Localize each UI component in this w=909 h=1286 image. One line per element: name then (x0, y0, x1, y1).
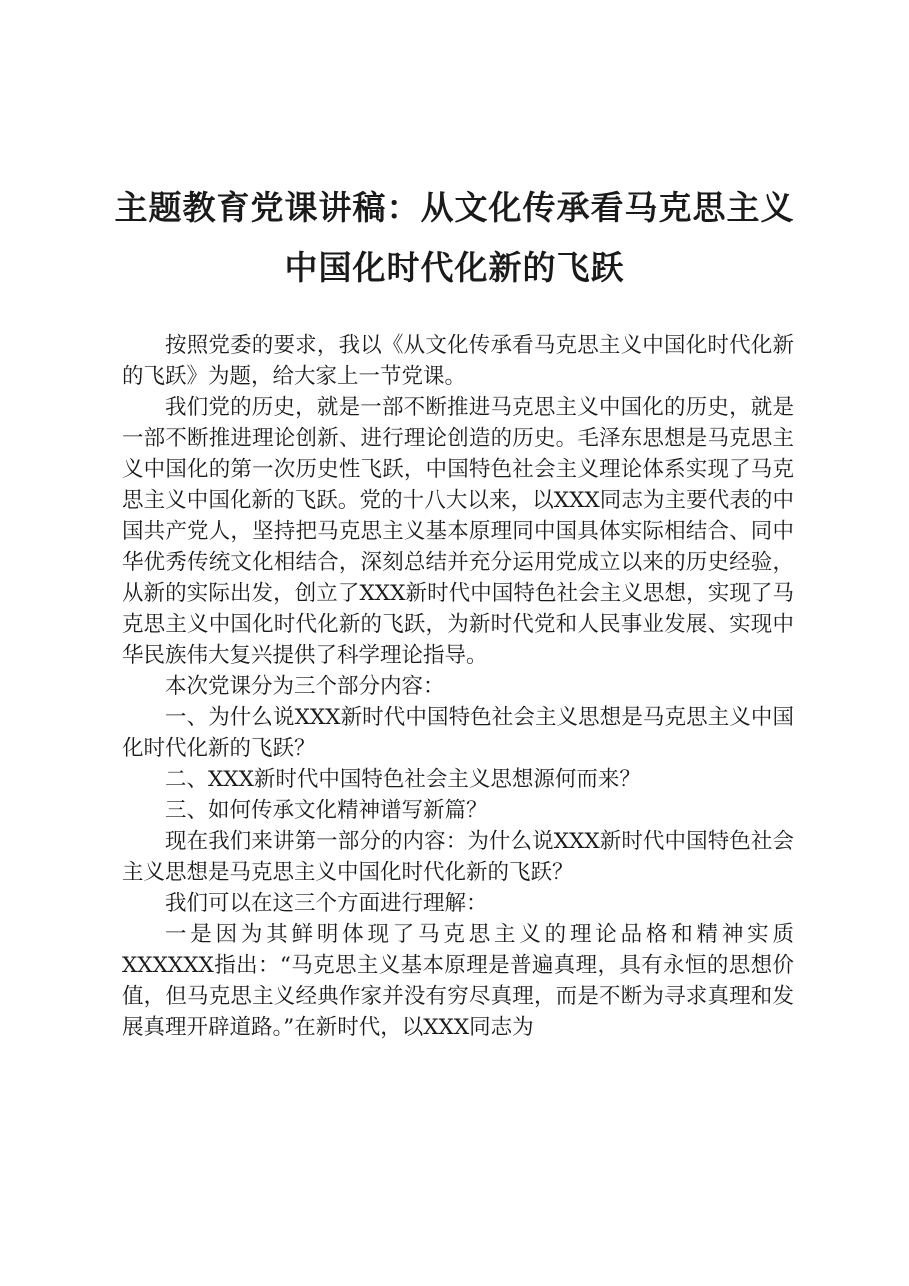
paragraph-part-one-intro: 现在我们来讲第一部分的内容：为什么说XXX新时代中国特色社会主义思想是马克思主义中国化时代化新的飞跃？ (122, 829, 794, 885)
document-title-line-1: 主题教育党课讲稿：从文化传承看马克思主义 (114, 188, 795, 227)
paragraph-first-aspect: 一是因为其鲜明体现了马克思主义的理论品格和精神实质XXXXXX指出：“马克思主义基本原理是普遍真理，具有永恒的思想价值，但马克思主义经典作家并没有穷尽真理，而是不断为寻求真理和发展真理开辟道路。”在新时代，以XXX同志为 (122, 922, 794, 1040)
paragraph-outline-intro: 本次党课分为三个部分内容： (165, 674, 445, 699)
paragraph-outline-item-3: 三、如何传承文化精神谱写新篇？ (165, 798, 488, 823)
paragraph-outline-item-1: 一、为什么说XXX新时代中国特色社会主义思想是马克思主义中国化时代化新的飞跃？ (122, 705, 794, 761)
paragraph-history: 我们党的历史，就是一部不断推进马克思主义中国化的历史，就是一部不断推进理论创新、进行理论创造的历史。毛泽东思想是马克思主义中国化的第一次历史性飞跃，中国特色社会主义理论体系实现了马克思主义中国化新的飞跃。党的十八大以来，以XXX同志为主要代表的中国共产党人，坚持把马克思主义基本原理同中国具体实际相结合、同中华优秀传统文化相结合，深刻总结并充分运用党成立以来的历史经验，从新的实际出发，创立了XXX新时代中国特色社会主义思想，实现了马克思主义中国化时代化新的飞跃，为新时代党和人民事业发展、实现中华民族伟大复兴提供了科学理论指导。 (122, 395, 794, 668)
paragraph-intro: 按照党委的要求，我以《从文化传承看马克思主义中国化时代化新的飞跃》为题，给大家上一节党课。 (122, 333, 794, 389)
paragraph-three-aspects: 我们可以在这三个方面进行理解： (165, 891, 488, 916)
document-body (122, 330, 794, 1043)
paragraph-outline-item-2: 二、XXX新时代中国特色社会主义思想源何而来？ (165, 767, 641, 792)
document-title-line-2: 中国化时代化新的飞跃 (284, 248, 625, 287)
